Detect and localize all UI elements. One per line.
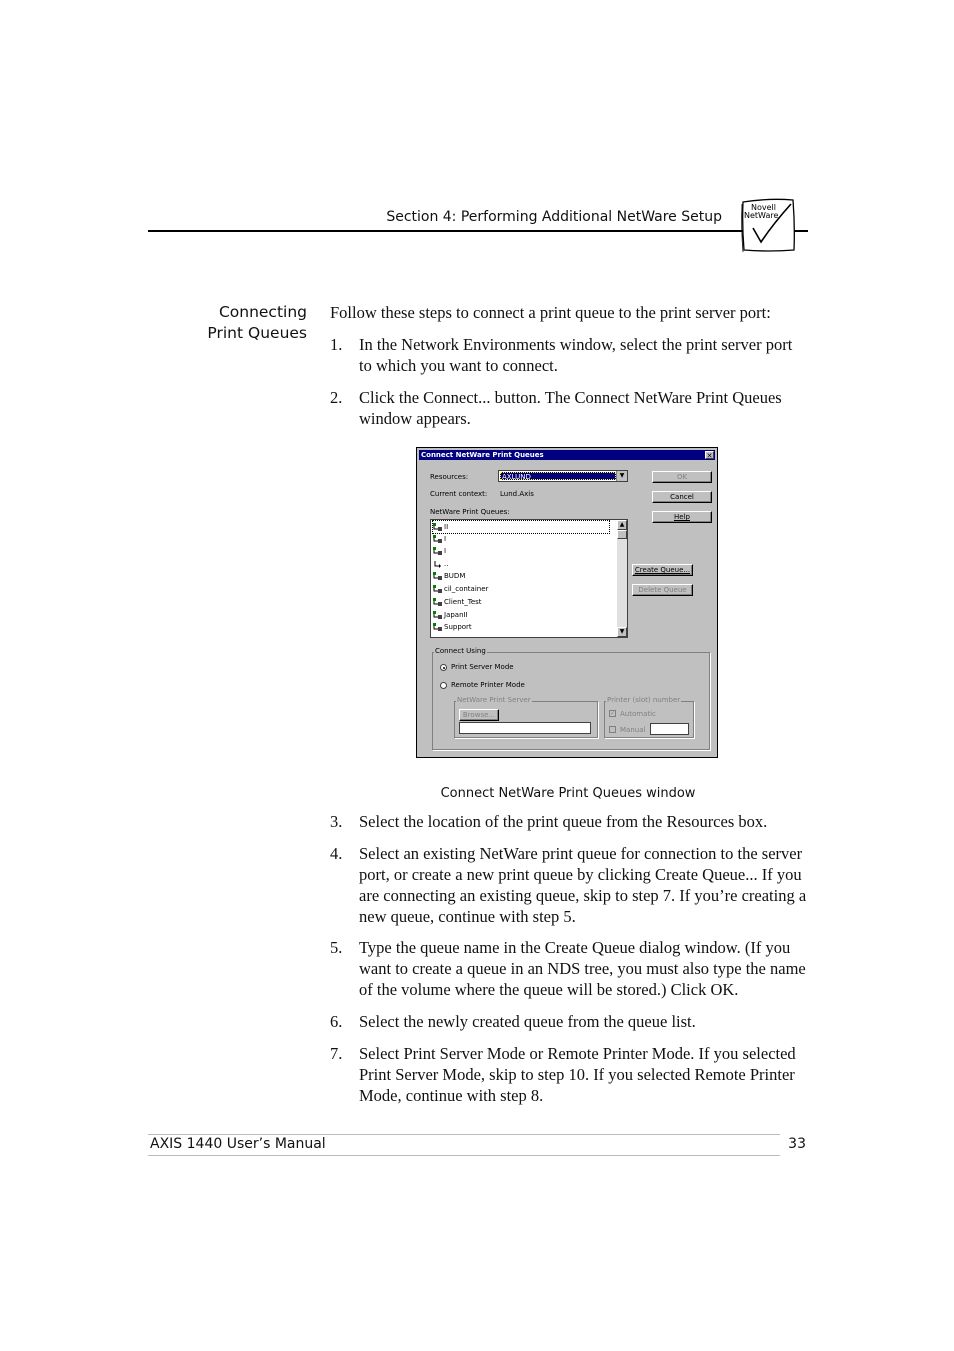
running-header: Section 4: Performing Additional NetWare Setup (386, 209, 722, 225)
slot-number-input[interactable] (650, 723, 689, 735)
connect-print-queues-dialog (416, 447, 718, 758)
remote-printer-mode-radio[interactable] (440, 682, 447, 689)
step-text: Type the queue name in the Create Queue dialog window. (If you want to create a queue in an NDS tree, you must also type the name of the volume where the queue will be stored.) Click OK. (359, 938, 806, 999)
list-item[interactable]: Support (433, 621, 472, 633)
create-queue-button[interactable]: Create Queue... (632, 564, 693, 576)
footer-manual-title: AXIS 1440 User’s Manual (150, 1136, 326, 1152)
step-number: 7. (330, 1044, 343, 1063)
step-number: 6. (330, 1012, 343, 1031)
logo-text-novell: Novell (751, 203, 776, 212)
list-item[interactable]: .. (433, 558, 448, 570)
netware-print-server-label: NetWare Print Server (457, 696, 531, 704)
list-item[interactable]: I (433, 545, 446, 557)
queue-icon (433, 523, 442, 531)
step-text: Select an existing NetWare print queue for connection to the server port, or create a new print queue by clicking Create Queue... If you are connecting an existing queue, skip to step 7. If you’re creating a new queue, continue with step 5. (359, 844, 807, 926)
scroll-thumb[interactable] (617, 530, 627, 539)
resources-select[interactable] (498, 470, 628, 482)
resources-value: AXLUND (500, 472, 616, 480)
delete-queue-button[interactable]: Delete Queue (632, 584, 693, 596)
header-rule (148, 230, 808, 232)
printer-slot-label: Printer (slot) number (607, 696, 681, 704)
queue-icon (433, 611, 442, 619)
step-number: 4. (330, 844, 343, 863)
print-server-mode-radio[interactable] (440, 664, 447, 671)
dialog-title-bar (419, 450, 715, 460)
step-text: Select the location of the print queue from the Resources box. (359, 812, 768, 831)
side-heading-line1: Connecting (218, 303, 307, 321)
cancel-button[interactable]: Cancel (652, 491, 712, 503)
queues-listbox[interactable] (430, 519, 628, 638)
browse-button[interactable]: Browse... (459, 709, 499, 721)
remote-printer-mode-label: Remote Printer Mode (451, 681, 525, 689)
novell-netware-logo (739, 196, 797, 254)
queue-icon (433, 585, 442, 593)
step-text: In the Network Environments window, select the print server port to which you want to connect. (359, 335, 793, 375)
queues-label: NetWare Print Queues: (430, 508, 510, 516)
footer-rule-top (148, 1134, 780, 1135)
step-text: Select Print Server Mode or Remote Printer Mode. If you selected Print Server Mode, skip to step 10. If you selected Remote Printer Mode, continue with step 8. (359, 1044, 796, 1105)
figure-caption: Connect NetWare Print Queues window (440, 786, 696, 801)
automatic-checkbox[interactable]: ✓ (610, 710, 616, 717)
list-item[interactable]: I (433, 533, 446, 545)
scroll-up-icon[interactable]: ▲ (617, 520, 627, 530)
context-value: Lund.Axis (500, 490, 534, 498)
queue-icon (433, 598, 442, 606)
step-number: 3. (330, 812, 343, 831)
step-text: Select the newly created queue from the queue list. (359, 1012, 696, 1031)
queue-icon (433, 547, 442, 555)
footer-rule-bottom (148, 1155, 780, 1156)
list-item[interactable]: BUDM (433, 570, 465, 582)
help-button[interactable]: Help (652, 511, 712, 523)
page-number: 33 (788, 1136, 806, 1152)
list-item[interactable]: Client_Test (433, 596, 482, 608)
list-item[interactable]: JapanII (433, 609, 468, 621)
queue-icon (433, 535, 442, 543)
queue-icon (433, 623, 442, 631)
parent-folder-icon (433, 560, 442, 568)
step-number: 5. (330, 938, 343, 957)
logo-text-netware: NetWare (744, 211, 779, 220)
context-label: Current context: (430, 490, 488, 498)
intro-paragraph: Follow these steps to connect a print queue to the print server port: (330, 303, 771, 322)
resources-label: Resources: (430, 473, 469, 481)
ok-button[interactable]: OK (652, 471, 712, 483)
scroll-down-icon[interactable]: ▼ (617, 627, 627, 637)
manual-label: Manual (620, 726, 646, 734)
print-server-input[interactable] (459, 722, 591, 734)
queue-icon (433, 572, 442, 580)
step-text: Click the Connect... button. The Connect NetWare Print Queues window appears. (359, 388, 782, 428)
automatic-label: Automatic (620, 710, 656, 718)
list-item[interactable]: cil_container (433, 583, 488, 595)
chevron-down-icon[interactable]: ▼ (616, 471, 627, 481)
step-number: 2. (330, 388, 343, 407)
side-heading-line2: Print Queues (207, 324, 307, 342)
close-icon[interactable]: ✕ (706, 452, 713, 460)
list-item[interactable]: II (433, 521, 609, 533)
step-number: 1. (330, 335, 343, 354)
connect-using-label: Connect Using (435, 647, 486, 655)
dialog-title: Connect NetWare Print Queues (421, 451, 544, 459)
list-scrollbar[interactable] (617, 520, 627, 637)
manual-checkbox[interactable] (609, 726, 616, 733)
print-server-mode-label: Print Server Mode (451, 663, 514, 671)
side-heading (170, 302, 307, 344)
